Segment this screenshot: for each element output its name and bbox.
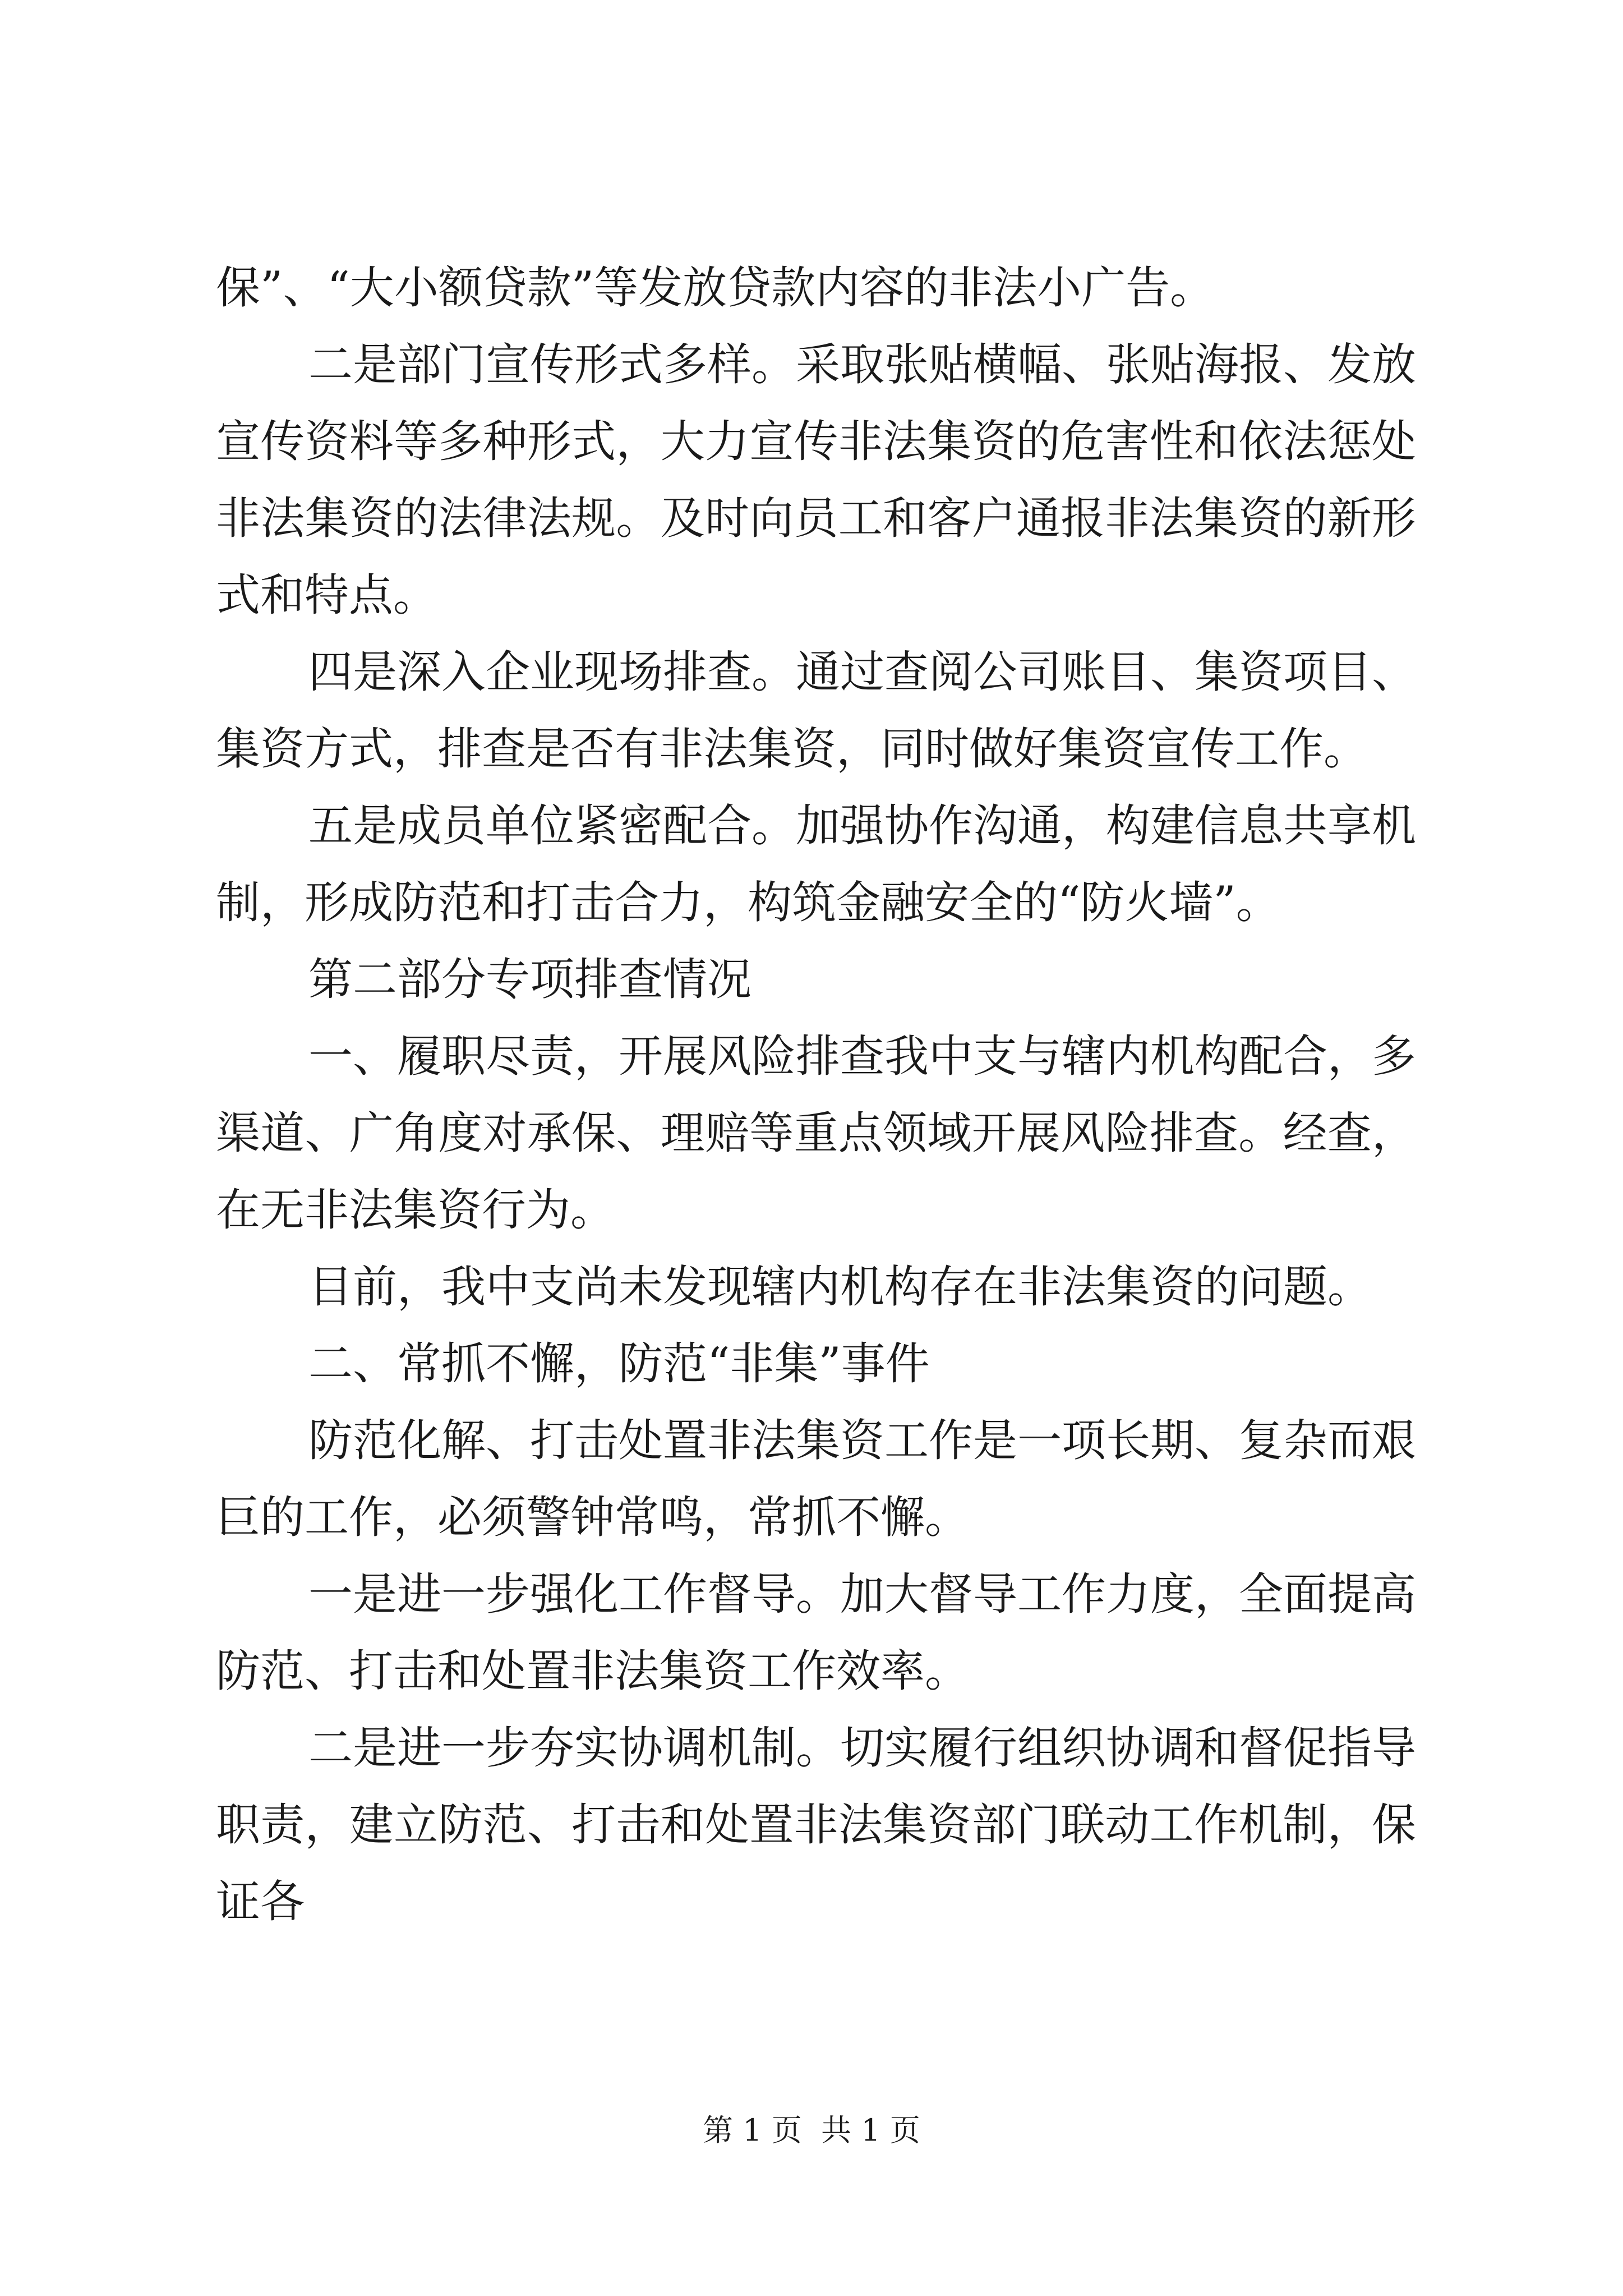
paragraph-6: 一、履职尽责，开展风险排查我中支与辖内机构配合，多渠道、广角度对承保、理赔等重点领域开展风险排查。经查，在无非法集资行为。 xyxy=(216,1030,1416,1236)
paragraph-2: 二是部门宣传形式多样。采取张贴横幅、张贴海报、发放宣传资料等多种形式，大力宣传非法集资的危害性和依法惩处非法集资的法律法规。及时向员工和客户通报非法集资的新形式和特点。 xyxy=(216,339,1416,621)
subheading: 二、常抓不懈，防范“非集”事件 xyxy=(308,1338,930,1389)
paragraph-3: 四是深入企业现场排查。通过查阅公司账目、集资项目、集资方式，排查是否有非法集资，同时做好集资宣传工作。 xyxy=(216,646,1416,775)
paragraph-7: 目前，我中支尚未发现辖内机构存在非法集资的问题。 xyxy=(308,1261,1372,1313)
page-footer: 第 1 页 共 1 页 xyxy=(703,2113,920,2148)
document-body xyxy=(216,250,1416,1940)
paragraph-11: 二是进一步夯实协调机制。切实履行组织协调和督促指导职责，建立防范、打击和处置非法集资部门联动工作机制，保证各 xyxy=(216,1722,1416,1927)
paragraph-10: 一是进一步强化工作督导。加大督导工作力度，全面提高防范、打击和处置非法集资工作效率。 xyxy=(216,1568,1416,1697)
section-heading: 第二部分专项排查情况 xyxy=(308,954,751,1005)
paragraph-4: 五是成员单位紧密配合。加强协作沟通，构建信息共享机制，形成防范和打击合力，构筑金融安全的“防火墙”。 xyxy=(216,800,1416,928)
paragraph-1: 保”、“大小额贷款”等发放贷款内容的非法小广告。 xyxy=(216,262,1215,314)
paragraph-9: 防范化解、打击处置非法集资工作是一项长期、复杂而艰巨的工作，必须警钟常鸣，常抓不懈。 xyxy=(216,1415,1416,1543)
